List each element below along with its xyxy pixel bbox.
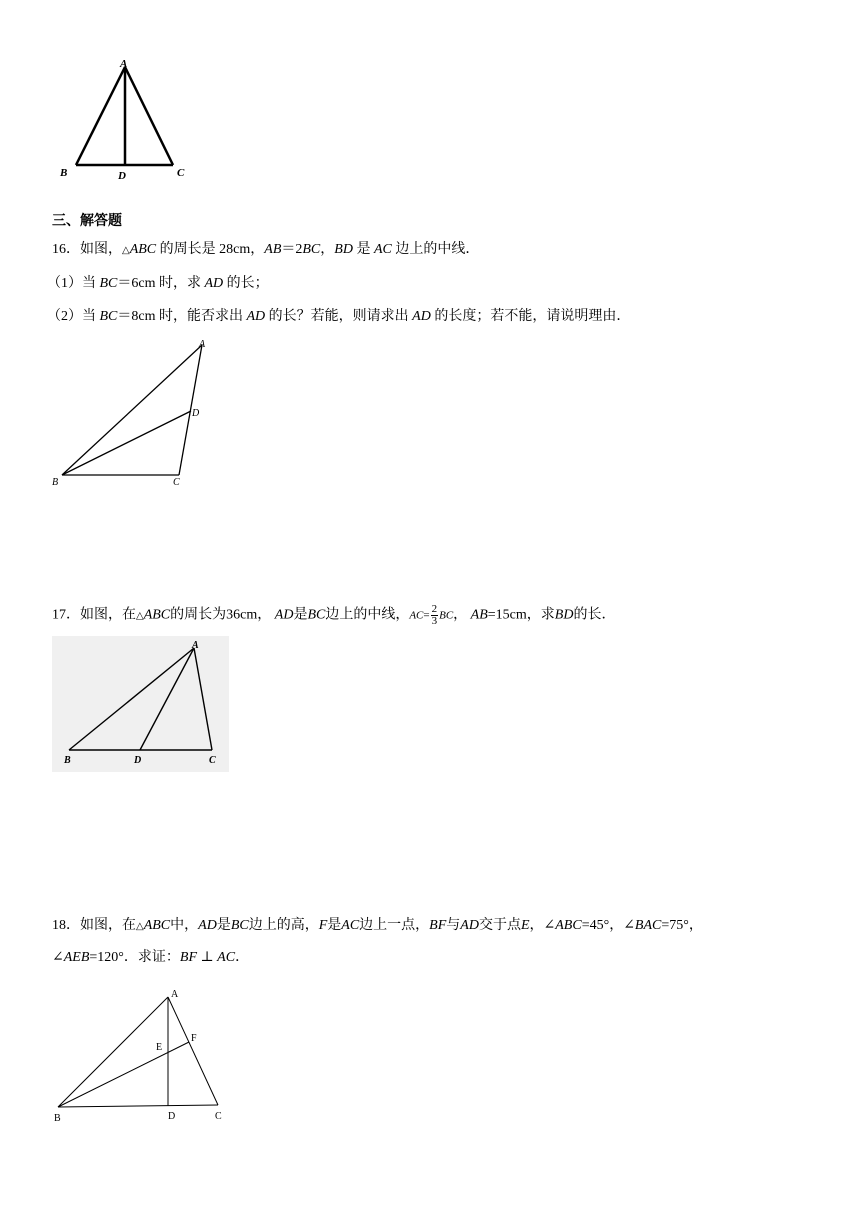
fig1-label-d: D [118,170,126,182]
fig1-label-a: A [120,58,128,70]
figure-q16-triangle [46,335,226,495]
q16-stem: 16．如图，△ABC 的周长是 28cm，AB＝2BC，BD 是 AC 边上的中线． [52,242,480,257]
q16-label-a: A [199,339,206,350]
q17-label-b: B [64,755,71,766]
section-title: 三、解答题 [52,214,122,229]
q16-part1: （1）当 BC＝6cm 时，求 AD 的长； [47,276,269,291]
q18-label-b: B [54,1113,61,1124]
figure-triangle-altitude [52,55,202,185]
fig1-label-b: B [60,167,68,179]
q17-label-d: D [134,755,142,766]
q18-label-f: F [191,1033,197,1044]
q17-label-c: C [209,755,216,766]
q18-label-c: C [215,1111,222,1122]
fig1-label-c: C [177,167,185,179]
q16-label-d: D [192,408,200,419]
q17-stem: 17．如图，在△ABC的周长为36cm， AD是BC边上的中线，AC= $\frac{2}{3}$ BC， AB=15cm，求BD的长． [52,603,616,627]
q18-label-a: A [171,989,179,1000]
q16-number: 16． [52,242,80,257]
q18-label-e: E [156,1042,163,1053]
q18-number: 18． [52,918,80,933]
fraction-two-thirds: $\frac{2}{3}$ [431,603,438,627]
figure-q18-triangle [46,985,236,1125]
q18-stem-line2: ∠AEB=120°．求证：BF ⊥ AC． [52,950,250,965]
q16-part2: （2）当 BC＝8cm 时，能否求出 AD 的长？若能，则请求出 AD 的长度；若不能，请说明理由． [47,309,631,324]
q16-label-b: B [52,477,59,488]
q16-label-c: C [173,477,180,488]
q17-label-a: A [192,640,199,651]
figure-q17-triangle [52,636,229,772]
q18-stem-line1: 18．如图，在△ABC中，AD是BC边上的高，F是AC边上一点，BF与AD交于点E，∠ABC=45°，∠BAC=75°， [52,918,703,933]
q18-label-d: D [168,1111,176,1122]
q17-number: 17． [52,607,80,623]
